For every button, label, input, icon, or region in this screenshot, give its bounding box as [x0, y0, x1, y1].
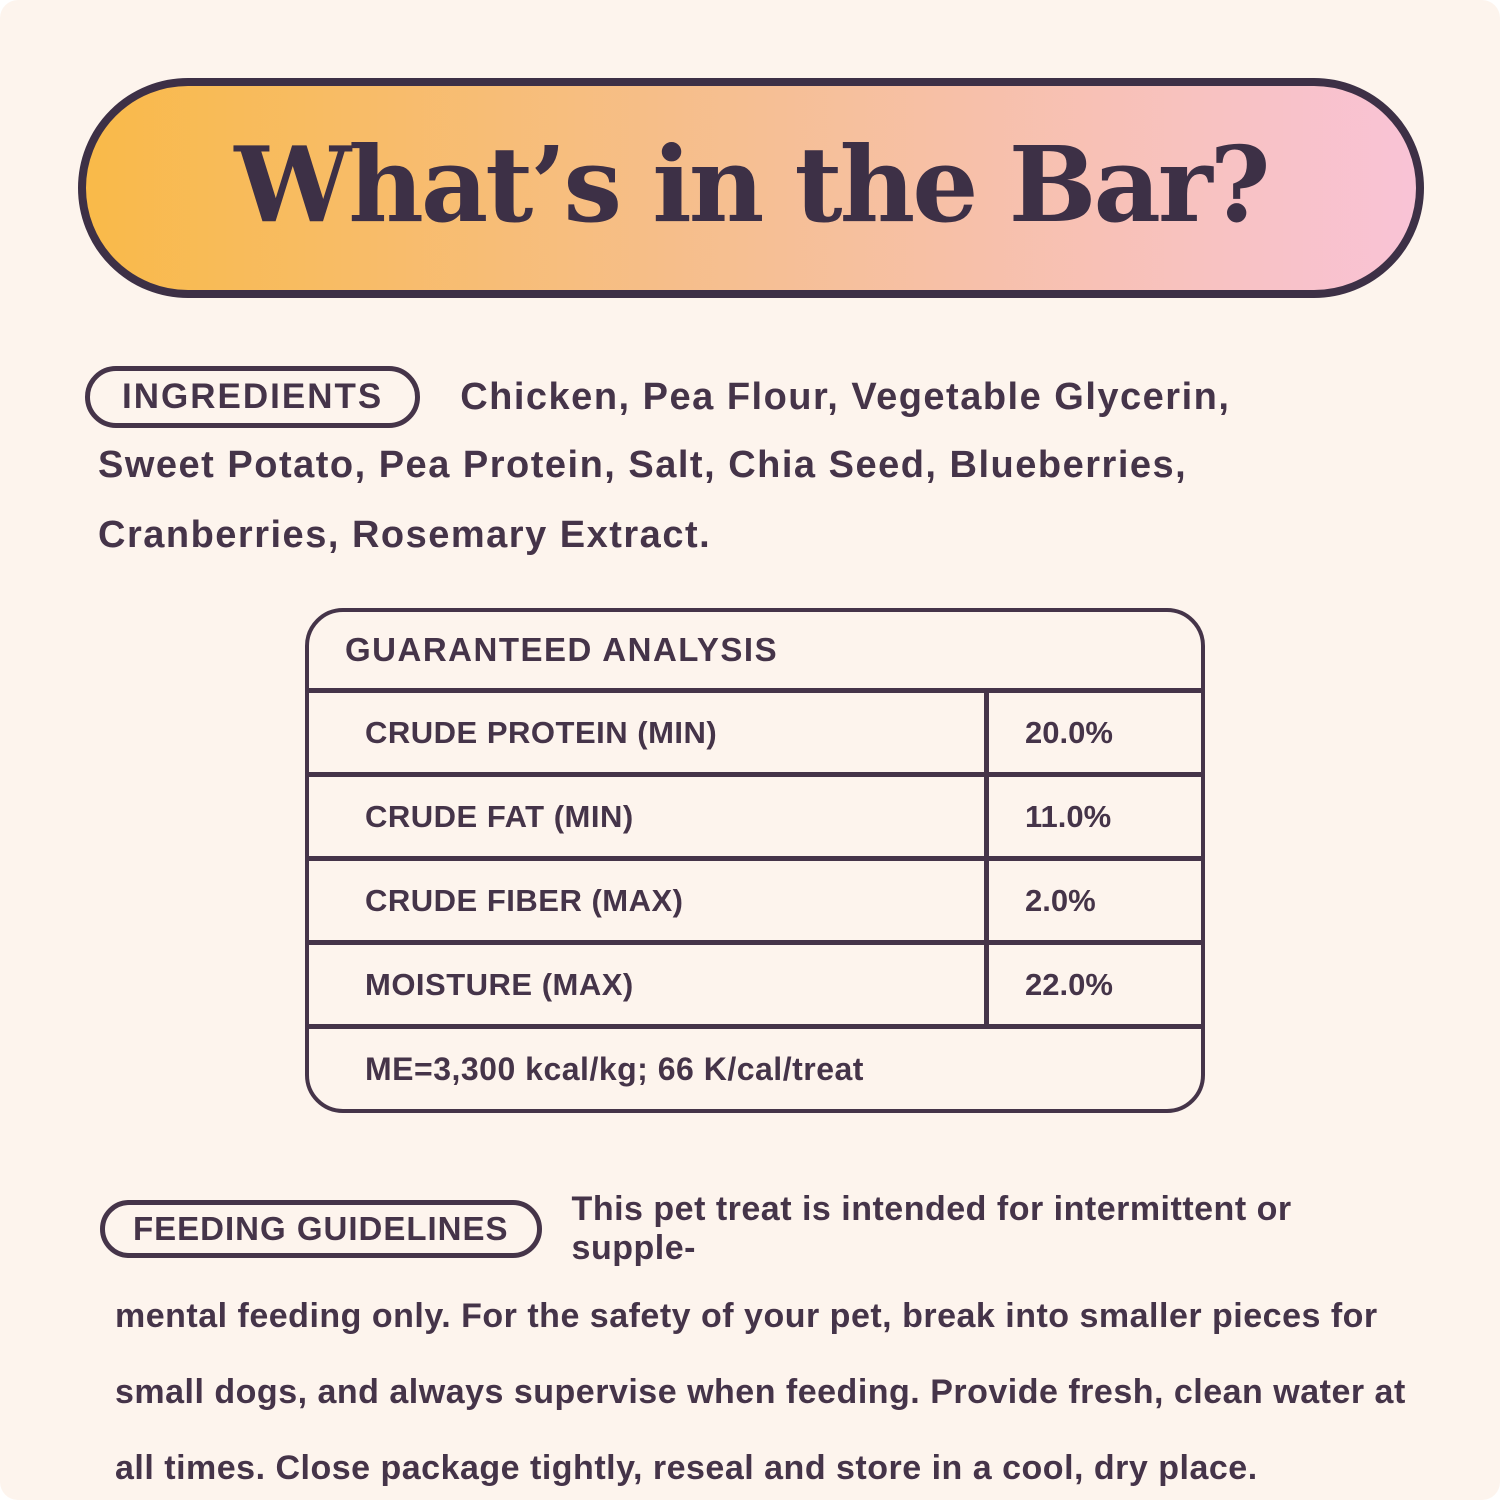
guaranteed-analysis-title: GUARANTEED ANALYSIS [345, 631, 779, 668]
ingredients-section [85, 366, 1415, 570]
feeding-guidelines-label: FEEDING GUIDELINES [133, 1210, 509, 1247]
ingredients-label-pill [85, 366, 420, 428]
analysis-row-label: MOISTURE (MAX) [365, 966, 634, 1002]
analysis-row-value: 22.0% [984, 945, 1201, 1024]
feeding-text-rest [100, 1278, 1410, 1500]
table-row [309, 940, 1201, 1024]
ingredients-text-line2: Sweet Potato, Pea Protein, Salt, Chia Seed, Blueberries, [98, 444, 1188, 486]
analysis-row-label: CRUDE PROTEIN (MIN) [365, 714, 718, 750]
feeding-guidelines-section [100, 1190, 1410, 1500]
feeding-first-line [100, 1190, 1410, 1268]
feeding-text-line1: This pet treat is intended for intermittent or supple- [571, 1190, 1292, 1267]
ingredients-first-line [85, 366, 1415, 428]
title-banner [78, 78, 1424, 298]
feeding-text-line2: mental feeding only. For the safety of your pet, break into smaller pieces for [115, 1297, 1378, 1335]
analysis-row-value: 2.0% [984, 861, 1201, 940]
analysis-row-value: 20.0% [984, 693, 1201, 772]
feeding-text-line4: all times. Close package tightly, reseal and store in a cool, dry place. [115, 1449, 1258, 1487]
table-row [309, 772, 1201, 856]
feeding-guidelines-label-pill [100, 1200, 542, 1258]
calorie-content-note: ME=3,300 kcal/kg; 66 K/cal/treat [309, 1024, 1201, 1109]
analysis-row-value: 11.0% [984, 777, 1201, 856]
guaranteed-analysis-table [305, 608, 1205, 1113]
ingredients-label: INGREDIENTS [122, 377, 384, 416]
ingredients-text-rest [85, 430, 1415, 570]
table-row [309, 856, 1201, 940]
analysis-row-label: CRUDE FAT (MIN) [365, 798, 634, 834]
table-row [309, 688, 1201, 772]
ingredients-text-line3: Cranberries, Rosemary Extract. [98, 514, 712, 556]
ingredients-text-line1: Chicken, Pea Flour, Vegetable Glycerin, [460, 375, 1231, 418]
page-title: What’s in the Bar? [234, 122, 1268, 246]
feeding-text-line3: small dogs, and always supervise when feeding. Provide fresh, clean water at [115, 1373, 1406, 1411]
analysis-row-label: CRUDE FIBER (MAX) [365, 882, 684, 918]
